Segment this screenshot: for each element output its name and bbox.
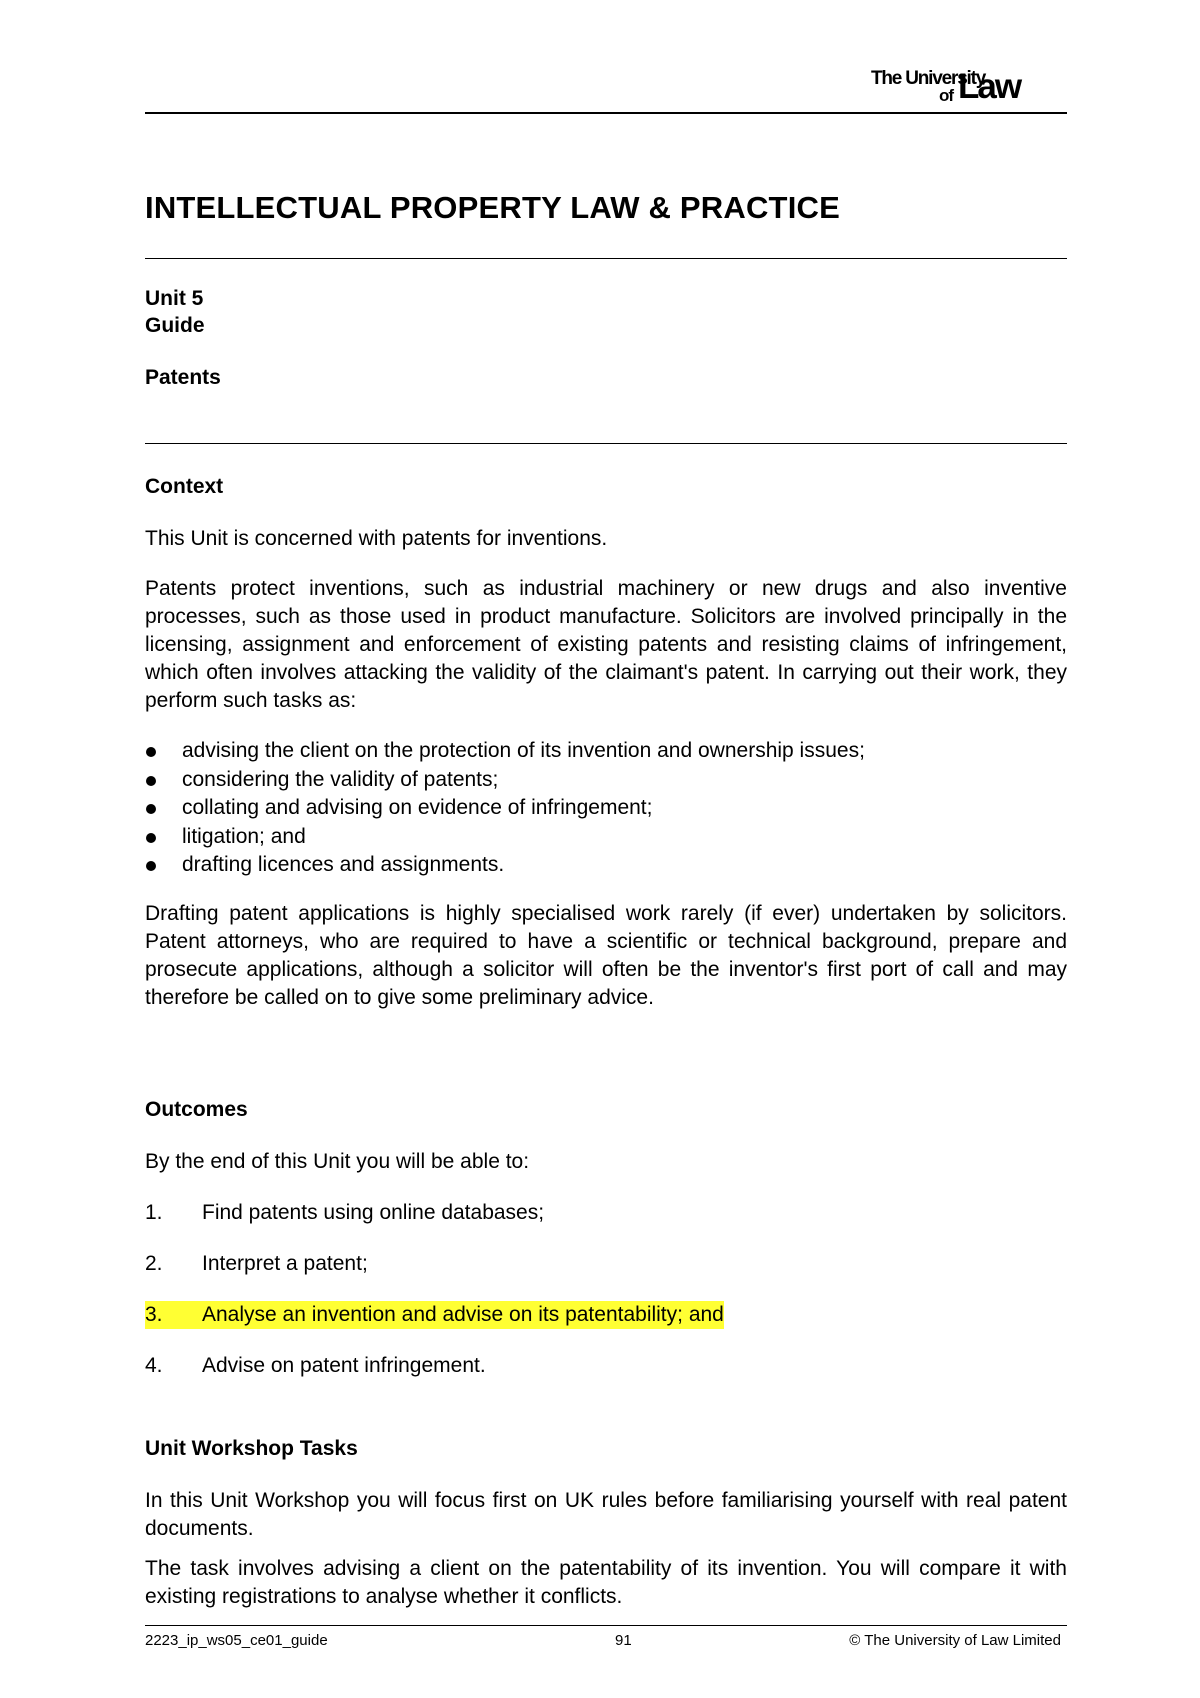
outcome-item-1: 1. Find patents using online databases; (145, 1201, 545, 1224)
header-rule (145, 112, 1067, 114)
list-item: collating and advising on evidence of infringement; (145, 794, 1067, 823)
context-intro: This Unit is concerned with patents for inventions. (145, 527, 608, 550)
outcomes-intro: By the end of this Unit you will be able to: (145, 1150, 530, 1173)
bullet-icon (146, 804, 156, 814)
list-item: litigation; and (145, 823, 1067, 852)
bullet-icon (146, 861, 156, 871)
guide-label: Guide (145, 314, 205, 337)
university-of-law-logo (827, 66, 1067, 108)
footer-doc-code: 2223_ip_ws05_ce01_guide (145, 1632, 328, 1649)
logo-text-law: Law (958, 67, 1021, 106)
workshop-paragraph-2: The task involves advising a client on the patentability of its invention. You will compare it with existing registrations to analyse whether it conflicts. (145, 1557, 1067, 1608)
unit-topic: Patents (145, 366, 221, 389)
unit-rule (145, 443, 1067, 444)
footer-page-number: 91 (615, 1632, 632, 1649)
context-task-list (145, 737, 1067, 880)
workshop-heading: Unit Workshop Tasks (145, 1437, 358, 1460)
context-paragraph-1: Patents protect inventions, such as industrial machinery or new drugs and also inventive processes, such as those used in product manufacture. Solicitors are involved principally in the licensing, assignment and enforcement of existing patents and resisting claims of infringement, which often involves attacking the validity of the claimant's patent. In carrying out their work, they perform such tasks as: (145, 577, 1067, 712)
context-paragraph-2: Drafting patent applications is highly specialised work rarely (if ever) undertaken by solicitors. Patent attorneys, who are required to have a scientific or technical background, prepare and prosecute applications, although a solicitor will often be the inventor's first port of call and may therefore be called on to give some preliminary advice. (145, 902, 1067, 1009)
outcome-item-4: 4. Advise on patent infringement. (145, 1354, 486, 1377)
outcomes-heading: Outcomes (145, 1098, 248, 1121)
footer-rule (145, 1625, 1067, 1626)
outcome-item-3-highlighted: 3. Analyse an invention and advise on its patentability; and (145, 1301, 724, 1329)
workshop-paragraph-1: In this Unit Workshop you will focus first on UK rules before familiarising yourself with real patent documents. (145, 1489, 1067, 1540)
list-item: drafting licences and assignments. (145, 851, 1067, 880)
outcome-item-2: 2. Interpret a patent; (145, 1252, 368, 1275)
logo-text-of: of (939, 86, 954, 105)
list-item: considering the validity of patents; (145, 766, 1067, 795)
footer-copyright: © The University of Law Limited (849, 1632, 1061, 1649)
title-rule (145, 258, 1067, 259)
bullet-icon (146, 747, 156, 757)
document-title: INTELLECTUAL PROPERTY LAW & PRACTICE (145, 190, 840, 225)
context-heading: Context (145, 475, 224, 498)
bullet-icon (146, 776, 156, 786)
unit-label: Unit 5 (145, 287, 204, 310)
bullet-icon (146, 833, 156, 843)
list-item: advising the client on the protection of its invention and ownership issues; (145, 737, 1067, 766)
logo-text-the-university: The University (871, 68, 986, 89)
